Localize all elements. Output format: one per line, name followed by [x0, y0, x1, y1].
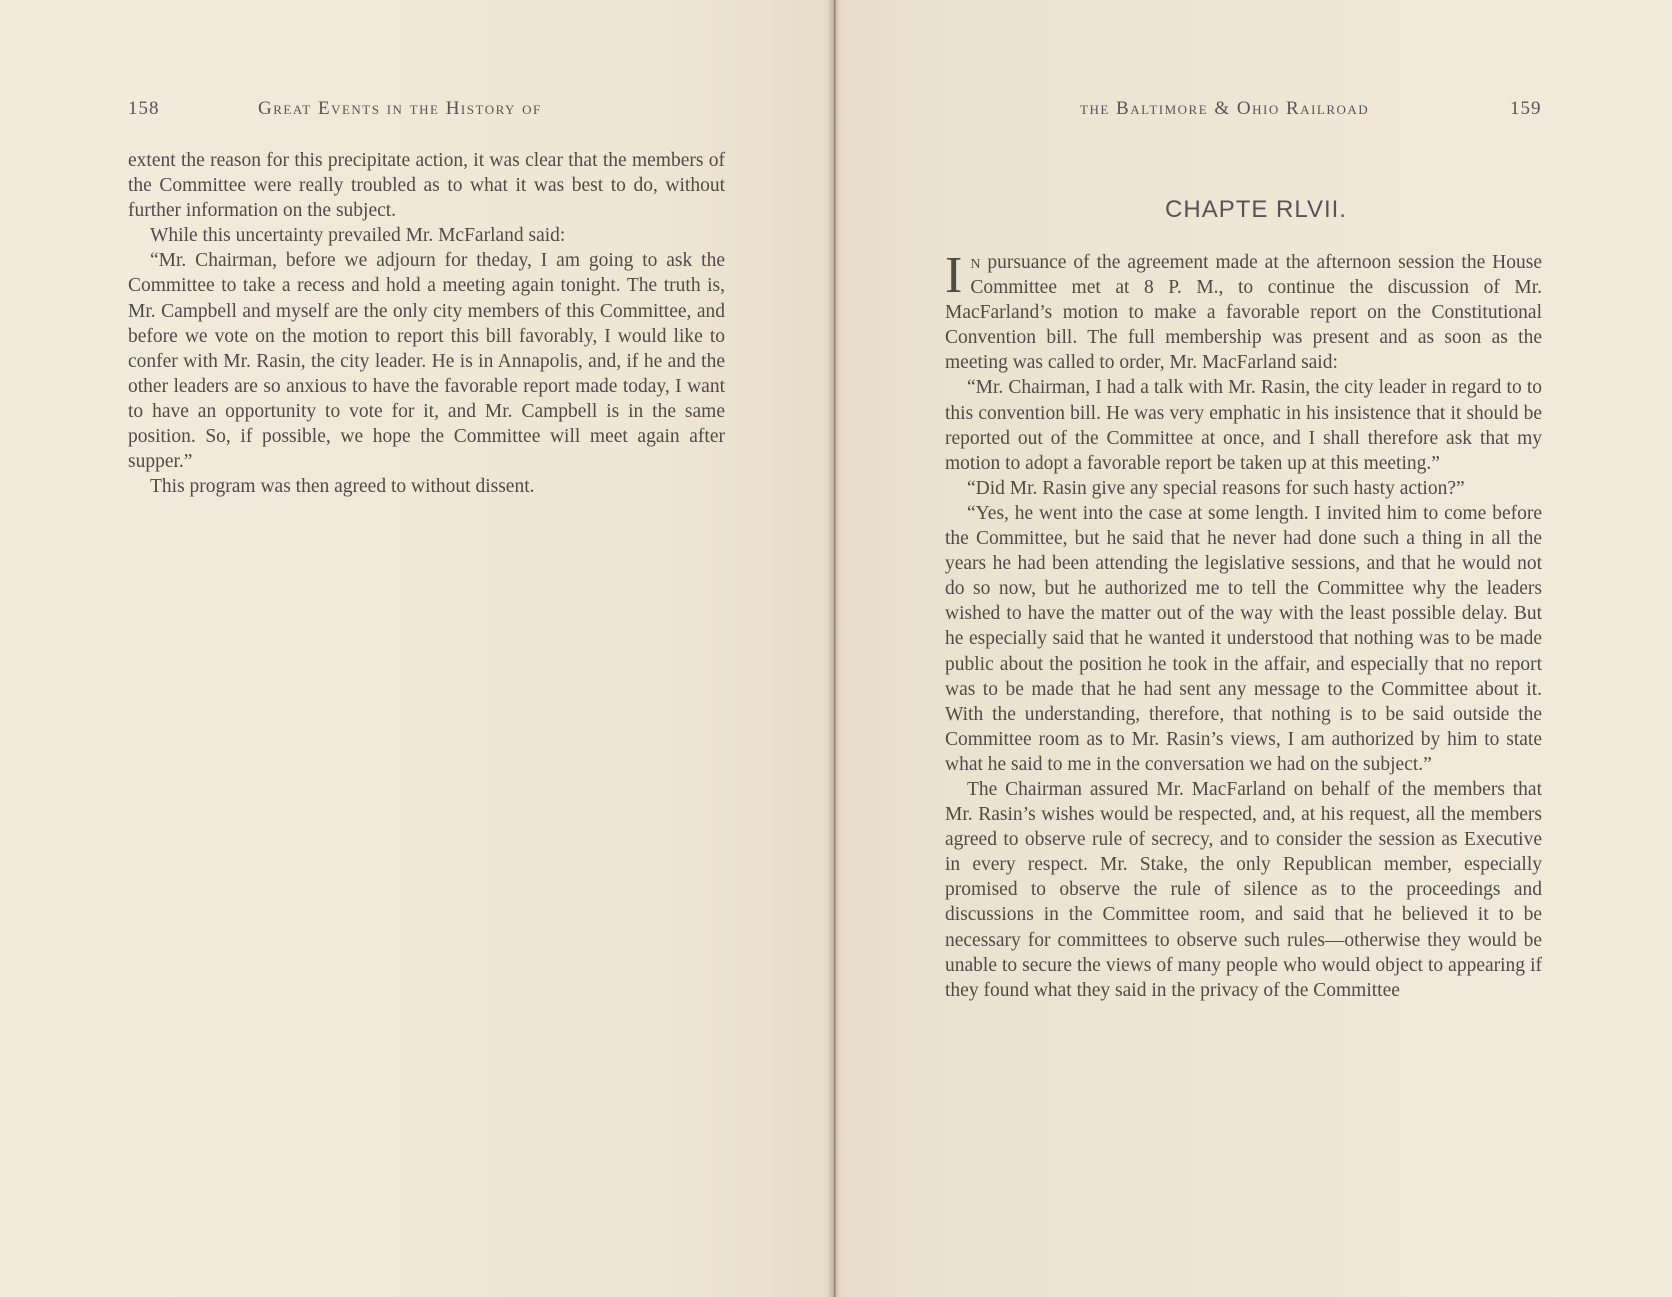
drop-cap: I: [945, 247, 963, 304]
left-body-text: [128, 148, 725, 499]
right-page-number: 159: [1510, 98, 1542, 119]
right-body-text: [945, 247, 1542, 1003]
chapter-heading: CHAPTE RLVII.: [1165, 196, 1347, 223]
paragraph: extent the reason for this precipitate action, it was clear that the members of the Committee were really troubled as to what it was best to do, without further information on the subject.: [128, 150, 725, 222]
paragraph: “Mr. Chairman, before we adjourn for theday, I am going to ask the Committee to take a recess and hold a meeting again tonight. The truth is, Mr. Campbell and myself are the only city members of this Committee, and before we vote on the motion to report this bill favorably, I would like to confer with Mr. Rasin, the city leader. He is in Annapolis, and, if he and the other leaders are so anxious to have the favorable report made today, I want to have an opportunity to vote for it, and Mr. Campbell is in the same position. So, if possible, we hope the Committee will meet again after supper.”: [128, 250, 725, 473]
opening-paragraph-text: pursuance of the agreement made at the afternoon session the House Committee met at 8 P. M., to continue the discussion of Mr. MacFarland’s motion to make a favorable report on the Constitutional Convention bill. The full membership was present and as soon as the meeting was called to order, Mr. MacFarland said:: [945, 252, 1542, 374]
left-page: [0, 0, 828, 1297]
paragraph: “Did Mr. Rasin give any special reasons for such hasty action?”: [967, 477, 1465, 499]
first-word-rest: n: [970, 252, 981, 273]
right-page: [840, 0, 1672, 1297]
right-running-title: the Baltimore & Ohio Railroad: [1080, 98, 1370, 119]
paragraph: “Mr. Chairman, I had a talk with Mr. Rasin, the city leader in regard to to this convention bill. He was very emphatic in his insistence that it should be reported out of the Committee at once, and I shall therefore ask that my motion to adopt a favorable report be taken up at this meeting.”: [945, 377, 1542, 474]
paragraph: The Chairman assured Mr. MacFarland on behalf of the members that Mr. Rasin’s wishes would be respected, and, at his request, all the members agreed to observe rule of secrecy, and to consider the session as Executive in every respect. Mr. Stake, the only Republican member, especially promised to observe the rule of silence as to the proceedings and discussions in the Committee room, and said that he believed it to be necessary for committees to observe such rules—otherwise they would be unable to secure the views of many people who would object to appearing if they found what they said in the privacy of the Committee: [945, 778, 1542, 1001]
paragraph: This program was then agreed to without dissent.: [150, 476, 535, 498]
book-gutter: [828, 0, 840, 1297]
paragraph: While this uncertainty prevailed Mr. McFarland said:: [150, 225, 566, 247]
left-page-number: 158: [128, 98, 160, 119]
paragraph: “Yes, he went into the case at some length. I invited him to come before the Committee, but he said that he never had done such a thing in all the years he had been attending the legislative sessions, and that he would not do so now, but he authorized me to tell the Committee why the leaders wished to have the matter out of the way with the least possible delay. But he especially said that he wanted it understood that nothing was to be made public about the position he took in the affair, and especially that no report was to be made that he had sent any message to the Committee about it. With the understanding, therefore, that nothing is to be said outside the Committee room as to Mr. Rasin’s views, I am authorized by him to state what he said to me in the conversation we had on the subject.”: [945, 502, 1542, 775]
left-running-title: Great Events in the History of: [258, 98, 542, 119]
opening-paragraph: [945, 247, 1542, 375]
